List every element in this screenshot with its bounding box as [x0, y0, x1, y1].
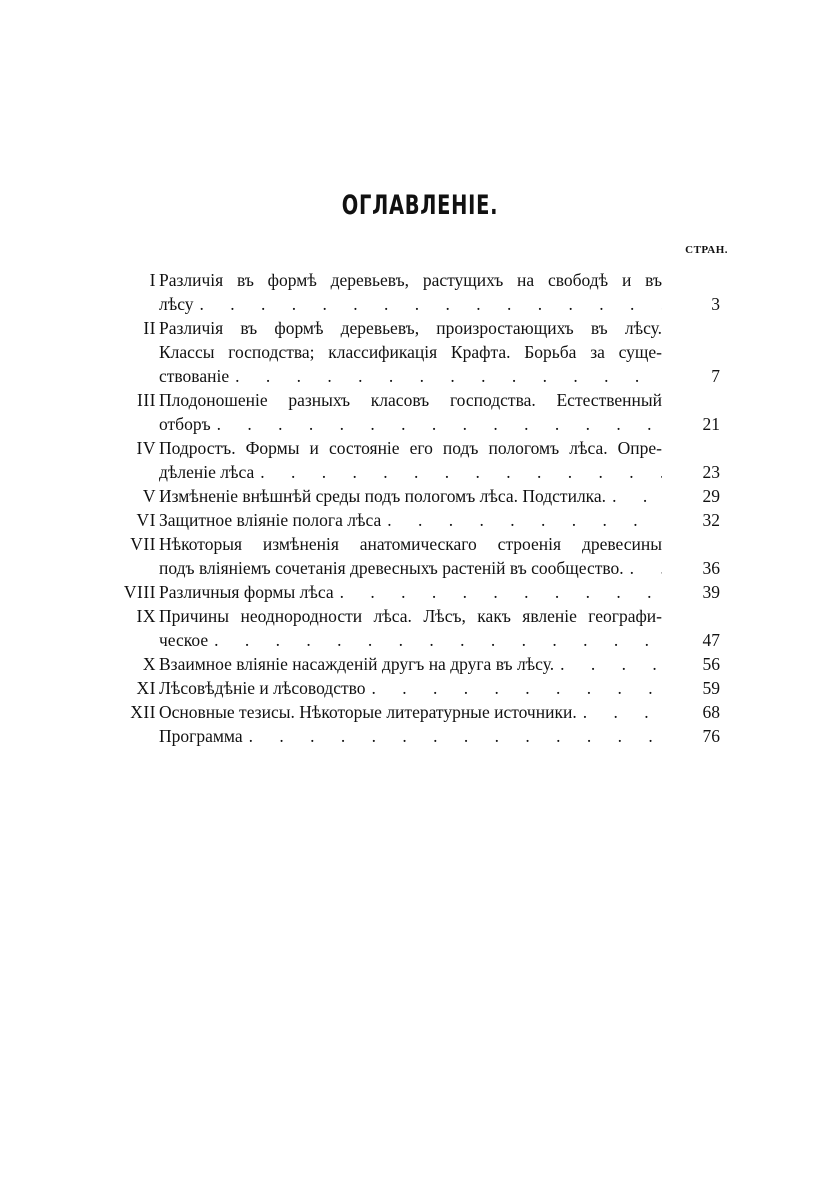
toc-entry-line: [120, 268, 720, 292]
chapter-title-text: Нѣкоторыя измѣненія анатомическаго строенія древесины: [159, 534, 662, 554]
chapter-title-segment: подъ вліяніемъ сочетанія древесныхъ растеній въ сообщество.: [159, 558, 624, 578]
chapter-title-segment: ствованіе: [159, 366, 230, 386]
toc-entry: [120, 580, 720, 604]
dot-leader: [340, 580, 662, 604]
toc-entry-line: [120, 700, 720, 724]
chapter-title-segment: Основные тезисы. Нѣкоторые литературные источники.: [159, 702, 577, 722]
page-number: 3: [711, 294, 720, 314]
page-number: 59: [702, 678, 720, 698]
toc-entry-line: [120, 556, 720, 580]
chapter-title-text: Причины неоднородности лѣса. Лѣсъ, какъ явленіе географи-: [159, 606, 662, 626]
chapter-title-text: [159, 700, 662, 724]
chapter-title-text: [159, 724, 662, 748]
toc-entry-line: [120, 604, 720, 628]
chapter-title-segment: дѣленіе лѣса: [159, 462, 255, 482]
toc-entry-line: [120, 532, 720, 556]
chapter-title-text: Различія въ формѣ деревьевъ, растущихъ на свободѣ и въ: [159, 270, 662, 290]
toc-entry-line: [120, 676, 720, 700]
chapter-title-text: [159, 652, 662, 676]
dot-leader: [560, 652, 662, 676]
chapter-title-segment: отборъ: [159, 414, 211, 434]
chapter-title-text: Подростъ. Формы и состояніе его подъ пологомъ лѣса. Опре-: [159, 438, 662, 458]
chapter-number: III: [137, 390, 156, 410]
chapter-number: VI: [136, 510, 156, 530]
toc-entry-line: [120, 460, 720, 484]
toc-entry: [120, 268, 720, 316]
page-number: 68: [702, 702, 720, 722]
chapter-number: V: [142, 486, 156, 506]
page-number: 7: [711, 366, 720, 386]
chapter-title-segment: ческое: [159, 630, 209, 650]
page-number: 23: [702, 462, 720, 482]
toc-entry-line: [120, 508, 720, 532]
page-number: 47: [702, 630, 720, 650]
toc-entry-line: [120, 364, 720, 388]
chapter-title-text: [159, 556, 662, 580]
chapter-title-text: [159, 676, 662, 700]
chapter-title-text: Классы господства; классификація Крафта. Борьба за суще-: [159, 342, 662, 362]
chapter-title-segment: лѣсу: [159, 294, 194, 314]
toc-entry: [120, 532, 720, 580]
chapter-title-segment: Защитное вліяніе полога лѣса: [159, 510, 382, 530]
chapter-number: IX: [136, 606, 156, 626]
chapter-number: I: [149, 270, 156, 290]
toc-entry: [120, 388, 720, 436]
chapter-title-text: [159, 292, 662, 316]
page-title: ОГЛАВЛЕНІЕ.: [341, 190, 499, 221]
toc-entry-line: [120, 292, 720, 316]
page-number: 39: [702, 582, 720, 602]
dot-leader: [217, 412, 662, 436]
dot-leader: [214, 628, 662, 652]
dot-leader: [630, 556, 662, 580]
toc-entry-line: [120, 316, 720, 340]
toc-entry: [120, 652, 720, 676]
toc-entry: [120, 676, 720, 700]
toc-entry-line: [120, 388, 720, 412]
toc-entry: [120, 484, 720, 508]
chapter-title-segment: Измѣненіе внѣшнѣй среды подъ пологомъ лѣса. Подстилка.: [159, 486, 607, 506]
toc-entry: [120, 724, 720, 748]
dot-leader: [387, 508, 662, 532]
page-number: 21: [702, 414, 720, 434]
dot-leader: [612, 484, 662, 508]
chapter-title-text: [159, 412, 662, 436]
chapter-title-text: [159, 628, 662, 652]
chapter-number: XI: [136, 678, 156, 698]
dot-leader: [235, 364, 662, 388]
dot-leader: [249, 724, 662, 748]
chapter-number: XII: [130, 702, 156, 722]
chapter-number: X: [142, 654, 156, 674]
chapter-title-segment: Взаимное вліяніе насажденій другъ на друга въ лѣсу.: [159, 654, 555, 674]
dot-leader: [372, 676, 662, 700]
toc-entry-line: [120, 724, 720, 748]
chapter-title-text: [159, 484, 662, 508]
page-number: 29: [702, 486, 720, 506]
toc-entry: [120, 316, 720, 388]
chapter-title-text: Плодоношеніе разныхъ класовъ господства. Естественный: [159, 390, 662, 410]
page-number: 32: [702, 510, 720, 530]
toc-entry-line: [120, 436, 720, 460]
toc-entry-line: [120, 412, 720, 436]
chapter-title-text: [159, 508, 662, 532]
toc-entry-line: [120, 580, 720, 604]
toc-entry: [120, 508, 720, 532]
dot-leader: [260, 460, 662, 484]
table-of-contents: [120, 268, 720, 748]
page-column-header: СТРАН.: [685, 244, 728, 256]
page-number: 76: [702, 726, 720, 746]
chapter-number: IV: [136, 438, 156, 458]
chapter-title-text: [159, 364, 662, 388]
chapter-title-segment: Лѣсовѣдѣніе и лѣсоводство: [159, 678, 366, 698]
chapter-title-text: [159, 460, 662, 484]
toc-entry: [120, 604, 720, 652]
dot-leader: [583, 700, 662, 724]
chapter-number: II: [143, 318, 156, 338]
page-number: 36: [702, 558, 720, 578]
chapter-number: VIII: [123, 582, 156, 602]
dot-leader: [200, 292, 662, 316]
chapter-title-text: [159, 580, 662, 604]
toc-entry: [120, 436, 720, 484]
page-number: 56: [702, 654, 720, 674]
toc-entry: [120, 700, 720, 724]
toc-entry-line: [120, 652, 720, 676]
chapter-number: VII: [130, 534, 156, 554]
toc-entry-line: [120, 484, 720, 508]
chapter-title-segment: Программа: [159, 726, 243, 746]
chapter-title-text: Различія въ формѣ деревьевъ, произростающихъ въ лѣсу.: [159, 318, 662, 338]
toc-entry-line: [120, 340, 720, 364]
toc-entry-line: [120, 628, 720, 652]
chapter-title-segment: Различныя формы лѣса: [159, 582, 334, 602]
